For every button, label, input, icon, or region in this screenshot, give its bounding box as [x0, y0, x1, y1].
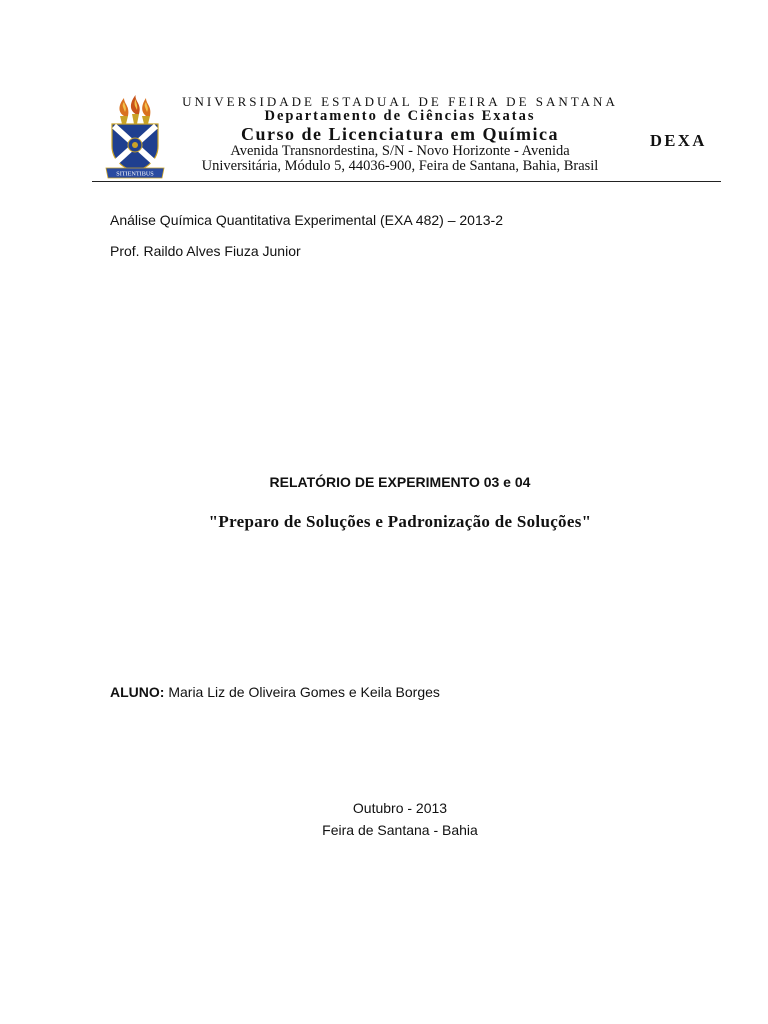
motto-banner [106, 168, 164, 178]
address-line-1: Avenida Transnordestina, S/N - Novo Horizonte - Avenida [230, 143, 570, 159]
shield-icon [112, 124, 158, 172]
student-line [110, 684, 440, 700]
student-label: ALUNO: [110, 684, 165, 700]
student-names: Maria Liz de Oliveira Gomes e Keila Borges [168, 684, 440, 700]
university-logo [104, 94, 166, 182]
department-acronym: DEXA [650, 131, 707, 150]
department-name: Departamento de Ciências Exatas [264, 108, 536, 124]
logo-motto: SITIENTIBUS [116, 170, 154, 178]
report-title: RELATÓRIO DE EXPERIMENTO 03 e 04 [269, 474, 531, 490]
course-name: Curso de Licenciatura em Química [241, 124, 559, 144]
report-city: Feira de Santana - Bahia [322, 822, 478, 838]
report-date: Outubro - 2013 [352, 800, 448, 816]
professor-name: Prof. Raildo Alves Fiuza Junior [110, 243, 301, 259]
torches-icon [119, 95, 150, 124]
address-line-2: Universitária, Módulo 5, 44036-900, Feira de Santana, Bahia, Brasil [201, 158, 599, 174]
header-divider [92, 181, 721, 182]
course-info: Análise Química Quantitativa Experimental (EXA 482) – 2013-2 [110, 212, 503, 228]
university-name: UNIVERSIDADE ESTADUAL DE FEIRA DE SANTANA [182, 94, 618, 109]
report-subtitle: "Preparo de Soluções e Padronização de Soluções" [208, 512, 592, 531]
